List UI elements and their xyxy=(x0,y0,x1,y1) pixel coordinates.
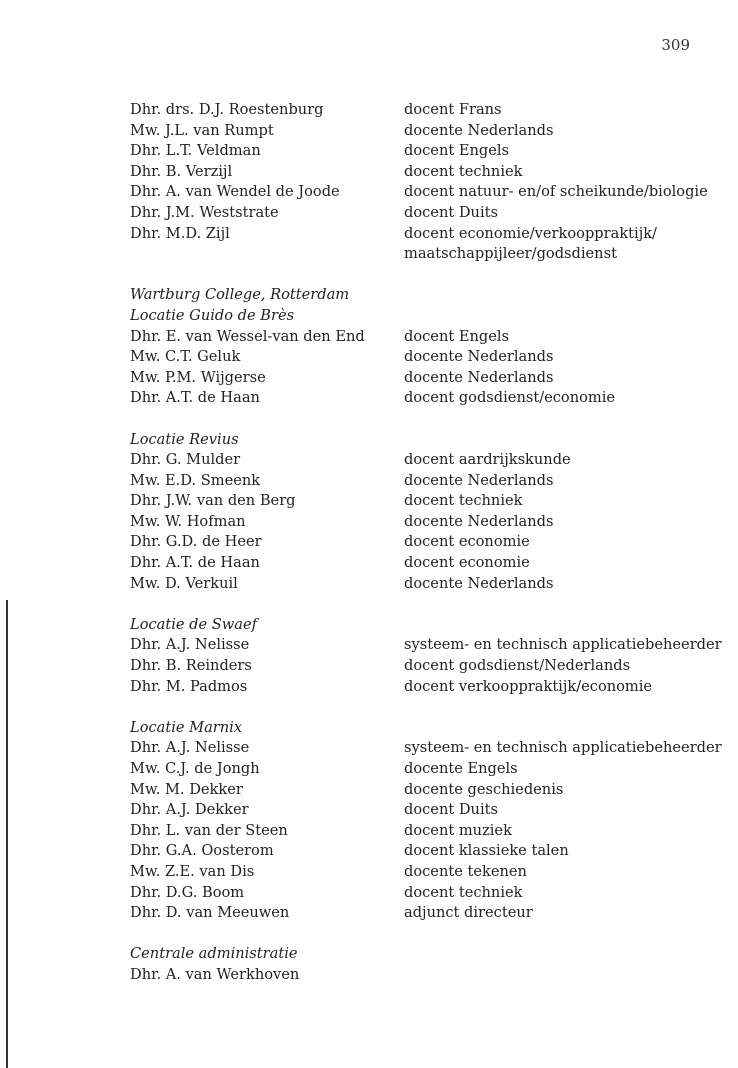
staff-role-line: docent Duits xyxy=(404,203,498,221)
page-number: 309 xyxy=(661,36,690,54)
staff-role xyxy=(404,821,690,842)
staff-row xyxy=(130,677,690,698)
staff-row xyxy=(130,388,690,409)
staff-row xyxy=(130,491,690,512)
staff-role xyxy=(404,224,690,265)
staff-name: Mw. J.L. van Rumpt xyxy=(130,121,274,139)
staff-role xyxy=(404,800,690,821)
staff-role-line: adjunct directeur xyxy=(404,904,533,922)
staff-row xyxy=(130,862,690,883)
staff-row xyxy=(130,553,690,574)
staff-name: Dhr. J.M. Weststrate xyxy=(130,203,279,221)
staff-row xyxy=(130,821,690,842)
staff-section xyxy=(130,615,722,697)
staff-role xyxy=(404,574,690,595)
staff-row xyxy=(130,203,690,224)
staff-row xyxy=(130,965,690,986)
staff-row xyxy=(130,368,690,389)
staff-name: Dhr. D. van Meeuwen xyxy=(130,904,290,922)
staff-name: Mw. C.T. Geluk xyxy=(130,348,241,366)
staff-role xyxy=(404,512,690,533)
staff-role-line: docent Frans xyxy=(404,101,502,118)
staff-row xyxy=(130,121,690,142)
staff-role xyxy=(404,738,722,759)
staff-name: Dhr. A.J. Nelisse xyxy=(130,636,250,654)
staff-row xyxy=(130,759,690,780)
staff-role-line: docente Engels xyxy=(404,760,518,777)
staff-name: Dhr. A. van Wendel de Joode xyxy=(130,183,340,201)
staff-name: Dhr. A.T. de Haan xyxy=(130,389,260,407)
staff-row xyxy=(130,162,690,183)
staff-role xyxy=(404,203,690,224)
staff-name: Mw. Z.E. van Dis xyxy=(130,862,255,880)
staff-role-line: docent muziek xyxy=(404,821,512,839)
staff-role xyxy=(404,327,690,348)
staff-role-line: docente geschiedenis xyxy=(404,780,564,798)
staff-section xyxy=(130,100,708,265)
staff-row xyxy=(130,574,690,595)
staff-role xyxy=(404,841,690,862)
staff-role-line: docent natuur- en/of scheikunde/biologie xyxy=(404,183,708,201)
staff-role xyxy=(404,965,690,986)
staff-section xyxy=(130,944,690,985)
staff-role-line: docent aardrijkskunde xyxy=(404,451,571,469)
staff-name: Dhr. A. van Werkhoven xyxy=(130,965,300,983)
staff-role-line: systeem- en technisch applicatiebeheerder xyxy=(404,739,722,757)
staff-role-line: docente Nederlands xyxy=(404,348,554,366)
staff-section xyxy=(130,285,690,409)
staff-role-line: docent verkooppraktijk/economie xyxy=(404,677,653,695)
staff-name: Dhr. G.A. Oosterom xyxy=(130,842,274,860)
staff-name: Dhr. G. Mulder xyxy=(130,451,241,469)
staff-role-line: docent economie xyxy=(404,533,530,551)
staff-role-line: docent Duits xyxy=(404,801,498,819)
section-title: Locatie de Swaef xyxy=(130,615,258,633)
staff-name: Dhr. B. Reinders xyxy=(130,657,252,675)
staff-role xyxy=(404,491,690,512)
staff-role-line: docent Engels xyxy=(404,142,510,160)
staff-role-line: docent Engels xyxy=(404,327,510,345)
staff-row xyxy=(130,903,690,924)
staff-role-line: maatschappijleer/godsdienst xyxy=(404,245,617,263)
staff-role xyxy=(404,656,690,677)
staff-role-line: docente Nederlands xyxy=(404,121,554,139)
staff-role xyxy=(404,553,690,574)
staff-row xyxy=(130,182,708,203)
staff-list xyxy=(130,100,722,1006)
staff-row xyxy=(130,100,690,121)
staff-role-line: docent economie/verkooppraktijk/ xyxy=(404,224,657,242)
staff-row xyxy=(130,512,690,533)
staff-role-line: docente Nederlands xyxy=(404,574,554,592)
staff-name: Dhr. L. van der Steen xyxy=(130,821,288,839)
staff-role xyxy=(404,471,690,492)
staff-name: Dhr. E. van Wessel-van den End xyxy=(130,327,365,345)
staff-row xyxy=(130,347,690,368)
staff-name: Dhr. A.T. de Haan xyxy=(130,554,260,572)
staff-role-line: docente Nederlands xyxy=(404,368,554,386)
staff-row xyxy=(130,327,690,348)
staff-row xyxy=(130,883,690,904)
staff-role xyxy=(404,677,690,698)
section-title: Wartburg College, Rotterdam xyxy=(130,286,350,304)
staff-section xyxy=(130,430,690,595)
staff-role-line: systeem- en technisch applicatiebeheerder xyxy=(404,636,722,654)
section-title: Centrale administratie xyxy=(130,945,298,963)
staff-role xyxy=(404,862,690,883)
staff-name: Dhr. B. Verzijl xyxy=(130,162,233,180)
staff-name: Mw. C.J. de Jongh xyxy=(130,760,260,777)
staff-role xyxy=(404,141,690,162)
staff-row xyxy=(130,738,722,759)
staff-role xyxy=(404,883,690,904)
staff-role xyxy=(404,347,690,368)
section-title: Locatie Revius xyxy=(130,430,239,448)
staff-row xyxy=(130,532,690,553)
staff-row xyxy=(130,780,690,801)
staff-role-line: docent techniek xyxy=(404,162,523,180)
staff-name: Mw. M. Dekker xyxy=(130,780,243,798)
staff-role xyxy=(404,162,690,183)
staff-name: Dhr. L.T. Veldman xyxy=(130,142,261,160)
staff-role-line: docente Nederlands xyxy=(404,512,554,530)
staff-row xyxy=(130,656,690,677)
staff-role-line: docent godsdienst/economie xyxy=(404,389,616,407)
staff-name: Mw. D. Verkuil xyxy=(130,574,238,592)
staff-role xyxy=(404,450,690,471)
page-binding-edge xyxy=(6,600,8,1068)
staff-row xyxy=(130,635,722,656)
staff-role-line: docent techniek xyxy=(404,883,523,901)
staff-row xyxy=(130,800,690,821)
staff-name: Mw. W. Hofman xyxy=(130,512,246,530)
staff-role-line: docent klassieke talen xyxy=(404,842,569,860)
staff-role xyxy=(404,780,690,801)
staff-row xyxy=(130,141,690,162)
staff-role-line: docent techniek xyxy=(404,492,523,510)
staff-role xyxy=(404,532,690,553)
section-title: Locatie Marnix xyxy=(130,718,243,736)
staff-role xyxy=(404,759,690,780)
section-title: Locatie Guido de Brès xyxy=(130,306,295,324)
staff-row xyxy=(130,841,690,862)
staff-name: Dhr. A.J. Dekker xyxy=(130,801,249,819)
staff-role xyxy=(404,388,690,409)
staff-role xyxy=(404,100,690,121)
staff-role xyxy=(404,903,690,924)
staff-name: Mw. E.D. Smeenk xyxy=(130,471,261,489)
staff-role xyxy=(404,635,722,656)
staff-row xyxy=(130,224,690,265)
staff-row xyxy=(130,450,690,471)
staff-role xyxy=(404,182,708,203)
staff-name: Mw. P.M. Wijgerse xyxy=(130,368,266,386)
staff-role-line: docent godsdienst/Nederlands xyxy=(404,657,631,675)
staff-role-line: docente Nederlands xyxy=(404,471,554,489)
staff-role xyxy=(404,121,690,142)
staff-section xyxy=(130,718,722,924)
staff-name: Dhr. M. Padmos xyxy=(130,677,248,695)
staff-name: Dhr. G.D. de Heer xyxy=(130,533,262,551)
staff-name: Dhr. D.G. Boom xyxy=(130,883,245,901)
staff-role xyxy=(404,368,690,389)
staff-row xyxy=(130,471,690,492)
staff-name: Dhr. A.J. Nelisse xyxy=(130,739,250,757)
staff-name: Dhr. drs. D.J. Roestenburg xyxy=(130,101,324,118)
staff-name: Dhr. J.W. van den Berg xyxy=(130,492,296,510)
staff-name: Dhr. M.D. Zijl xyxy=(130,224,230,242)
staff-role-line: docent economie xyxy=(404,554,530,572)
staff-role-line: docente tekenen xyxy=(404,862,527,880)
